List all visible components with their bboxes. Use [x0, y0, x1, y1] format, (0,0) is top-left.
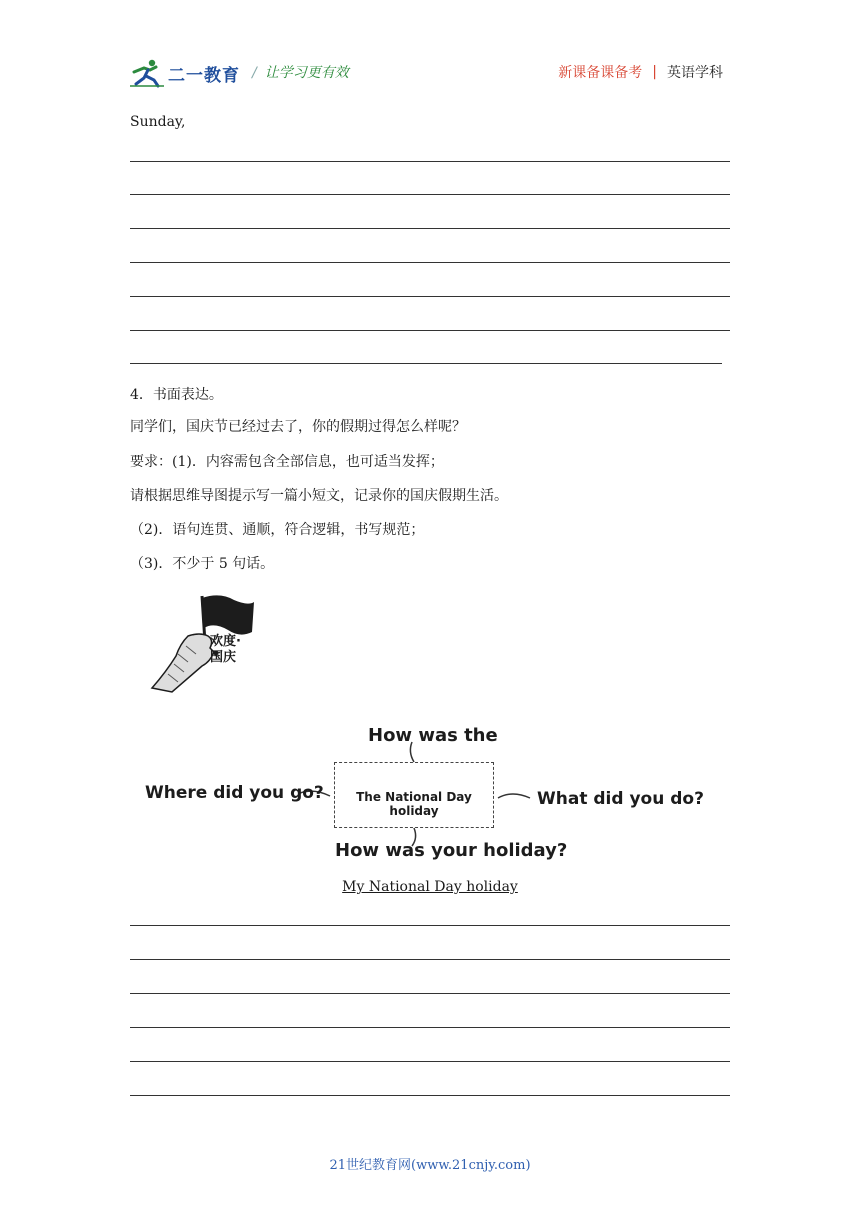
- header-divider: |: [652, 64, 657, 80]
- answer-line: [130, 959, 730, 960]
- question-title: 4．书面表达。: [130, 387, 223, 403]
- runner-logo-icon: [130, 58, 166, 88]
- header-subject: 英语学科: [667, 65, 723, 81]
- question-intro: 同学们，国庆节已经过去了，你的假期过得怎么样呢？: [130, 419, 466, 435]
- requirement-3: （3)．不少于 5 句话。: [130, 556, 275, 572]
- footer-source: 21世纪教育网(www.21cnjy.com): [329, 1158, 531, 1173]
- header-category: 新课备课备考: [558, 65, 643, 81]
- essay-title: My National Day holiday: [342, 879, 518, 895]
- answer-line: [130, 296, 730, 297]
- slogan: / 让学习更有效: [252, 65, 349, 81]
- mind-map-center: The National Day holiday: [356, 790, 472, 818]
- answer-line: [130, 363, 722, 364]
- answer-line: [130, 993, 730, 994]
- answer-line: [130, 262, 730, 263]
- sunday-label: Sunday,: [130, 114, 186, 130]
- answer-line: [130, 1027, 730, 1028]
- flag-caption: 欢度·国庆: [210, 634, 241, 665]
- mind-map-left: Where did you go?: [145, 783, 324, 803]
- answer-line: [130, 925, 730, 926]
- answer-line: [130, 161, 730, 162]
- requirement-1b: 请根据思维导图提示写一篇小短文，记录你的国庆假期生活。: [130, 488, 508, 504]
- answer-line: [130, 194, 730, 195]
- header-right: [558, 62, 723, 82]
- answer-line: [130, 1095, 730, 1096]
- brand-logo: [130, 56, 240, 90]
- mind-map-bottom: How was your holiday?: [335, 840, 568, 861]
- mind-map-right: What did you do?: [537, 789, 704, 809]
- answer-line: [130, 1061, 730, 1062]
- logo-text: 二一教育: [168, 65, 240, 86]
- mind-map-top: How was the: [368, 725, 498, 746]
- answer-line: [130, 330, 730, 331]
- requirement-1: 要求：(1)．内容需包含全部信息，也可适当发挥；: [130, 454, 444, 470]
- requirement-2: （2)．语句连贯、通顺，符合逻辑，书写规范；: [130, 522, 425, 538]
- answer-line: [130, 228, 730, 229]
